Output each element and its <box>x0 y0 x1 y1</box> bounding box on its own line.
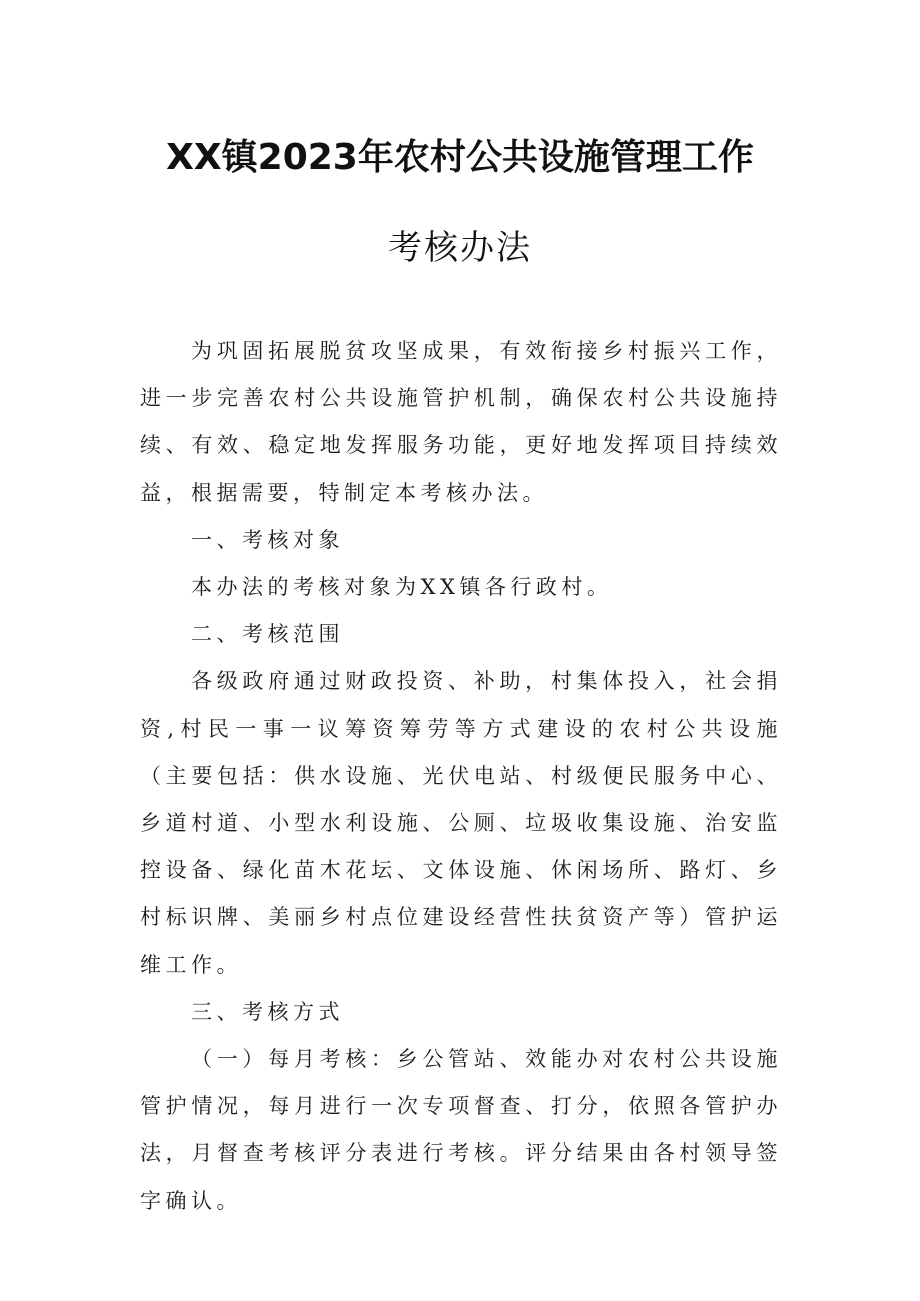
section-1-paragraph: 本办法的考核对象为XX镇各行政村。 <box>191 575 613 600</box>
section-2-heading: 二、考核范围 <box>191 622 344 647</box>
section-2-paragraph: 各级政府通过财政投资、补助，村集体投入，社会捐资,村民一事一议筹资筹劳等方式建设的农村公共设施（主要包括：供水设施、光伏电站、村级便民服务中心、乡道村道、小型水利设施、公厕、垃圾收集设施、治安监控设备、绿化苗木花坛、文体设施、休闲场所、路灯、乡村标识牌、美丽乡村点位建设经营性扶贫资产等）管护运维工作。 <box>140 669 782 977</box>
section-3-heading: 三、考核方式 <box>191 999 344 1024</box>
section-1-heading: 一、考核对象 <box>191 527 344 552</box>
section-3-item-1-paragraph: （一）每月考核：乡公管站、效能办对农村公共设施管护情况，每月进行一次专项督查、打分，依照各管护办法，月督查考核评分表进行考核。评分结果由各村领导签字确认。 <box>140 1047 782 1213</box>
document-title-line-1: XX镇2023年农村公共设施管理工作 <box>166 137 754 178</box>
intro-paragraph: 为巩固拓展脱贫攻坚成果，有效衔接乡村振兴工作，进一步完善农村公共设施管护机制，确保农村公共设施持续、有效、稳定地发挥服务功能，更好地发挥项目持续效益，根据需要，特制定本考核办法。 <box>140 339 782 505</box>
document-body <box>140 328 782 1225</box>
document-title-line-2: 考核办法 <box>388 228 532 268</box>
